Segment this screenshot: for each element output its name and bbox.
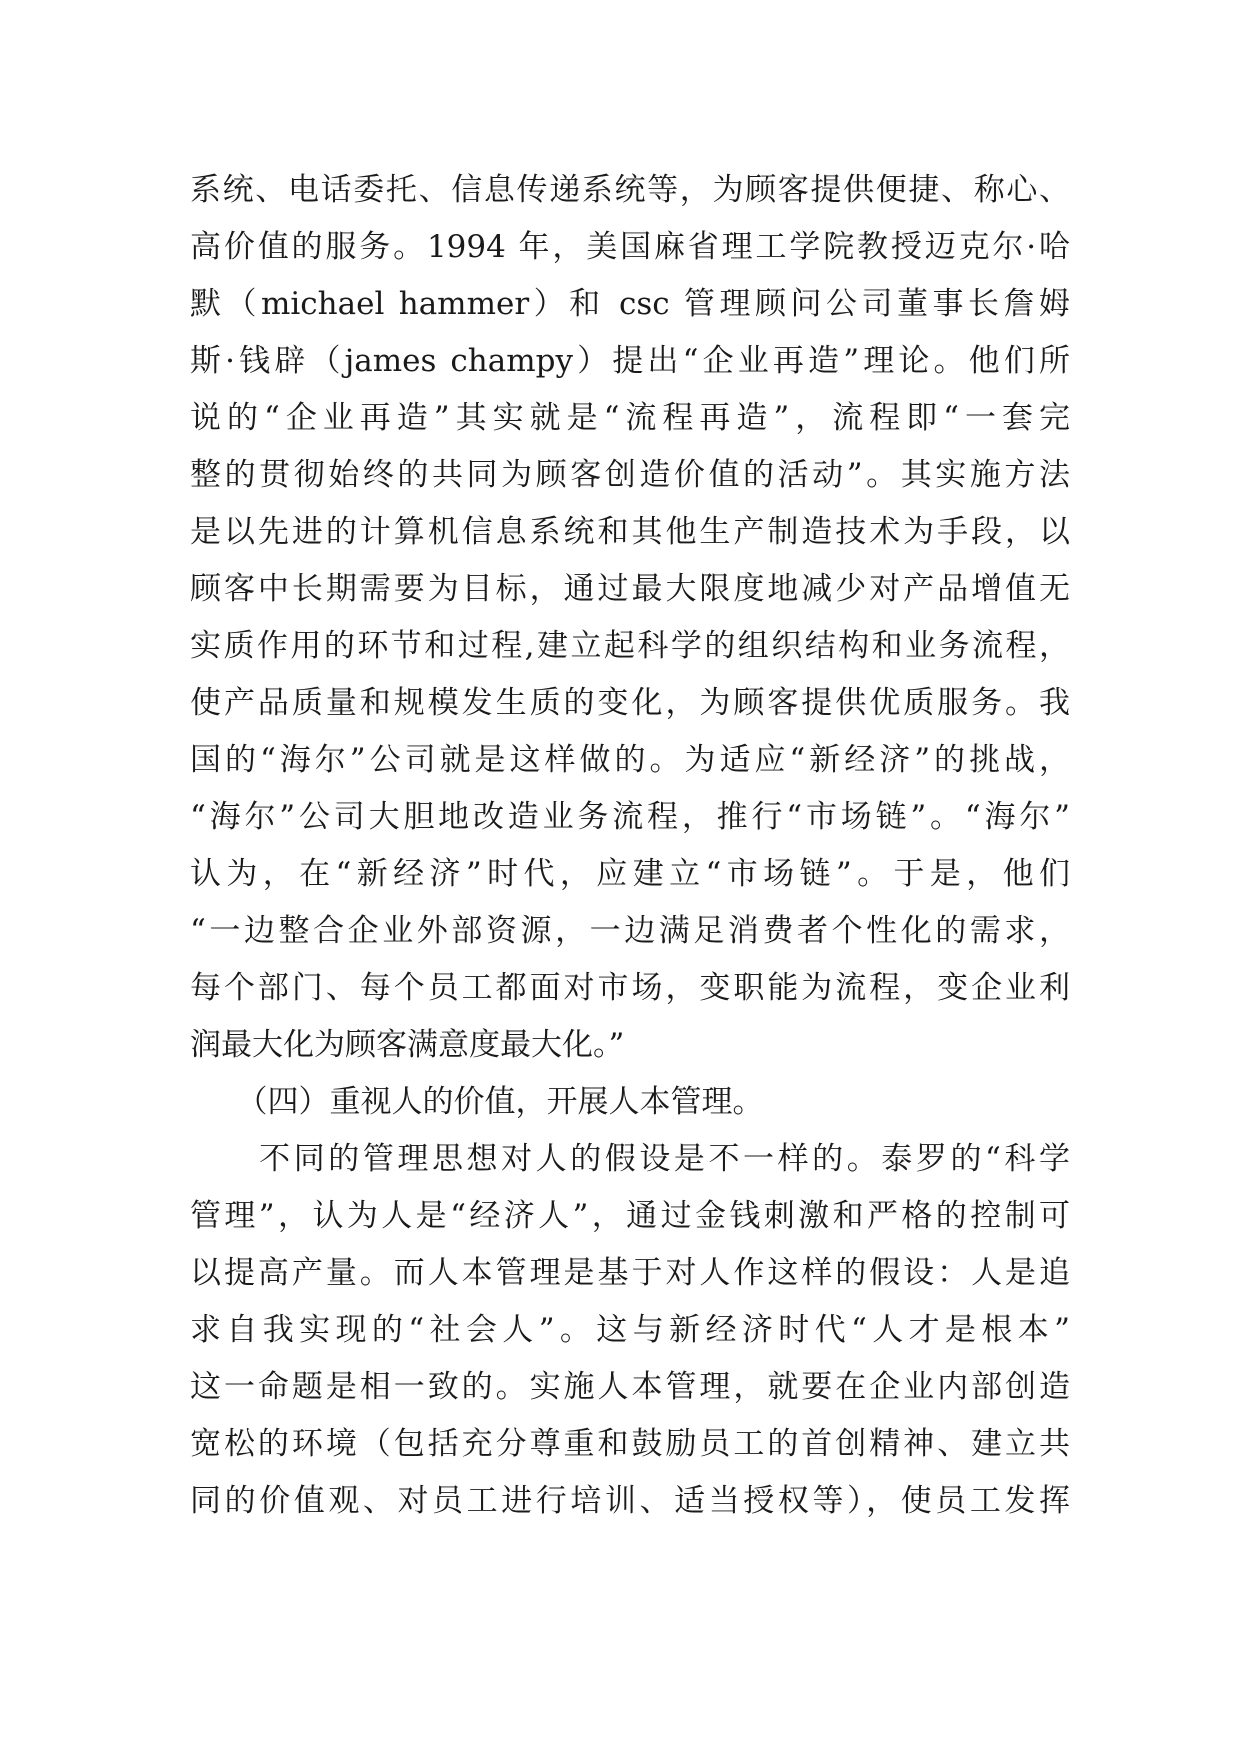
text-line: 斯·钱辟（james champy）提出“企业再造”理论。他们所 xyxy=(190,343,1070,379)
text-line: 认为，在“新经济”时代，应建立“市场链”。于是，他们 xyxy=(190,856,1070,892)
text-line: 每个部门、每个员工都面对市场，变职能为流程，变企业利 xyxy=(190,970,1070,1006)
text-line: 这一命题是相一致的。实施人本管理，就要在企业内部创造 xyxy=(190,1369,1070,1405)
text-line: 默（michael hammer）和 csc 管理顾问公司董事长詹姆 xyxy=(190,286,1070,322)
text-line: 系统、电话委托、信息传递系统等，为顾客提供便捷、称心、 xyxy=(190,172,1070,208)
text-line: “海尔”公司大胆地改造业务流程，推行“市场链”。“海尔” xyxy=(190,799,1070,835)
section-heading: （四）重视人的价值，开展人本管理。 xyxy=(190,1084,764,1120)
text-line: 整的贯彻始终的共同为顾客创造价值的活动”。其实施方法 xyxy=(190,457,1070,493)
text-line: 使产品质量和规模发生质的变化，为顾客提供优质服务。我 xyxy=(190,685,1070,721)
text-line: 说的“企业再造”其实就是“流程再造”，流程即“一套完 xyxy=(190,400,1070,436)
text-line: 润最大化为顾客满意度最大化。” xyxy=(190,1027,625,1063)
body-text xyxy=(190,162,1070,1530)
text-line: 管理”，认为人是“经济人”，通过金钱刺激和严格的控制可 xyxy=(190,1198,1070,1234)
text-line: “一边整合企业外部资源，一边满足消费者个性化的需求， xyxy=(190,913,1070,949)
text-line: 同的价值观、对员工进行培训、适当授权等），使员工发挥 xyxy=(190,1483,1070,1519)
text-line: 求自我实现的“社会人”。这与新经济时代“人才是根本” xyxy=(190,1312,1070,1348)
text-line: 不同的管理思想对人的假设是不一样的。泰罗的“科学 xyxy=(190,1141,1070,1177)
text-line: 顾客中长期需要为目标，通过最大限度地减少对产品增值无 xyxy=(190,571,1070,607)
text-line: 实质作用的环节和过程,建立起科学的组织结构和业务流程， xyxy=(190,628,1070,664)
text-line: 国的“海尔”公司就是这样做的。为适应“新经济”的挑战， xyxy=(190,742,1070,778)
text-line: 高价值的服务。1994 年，美国麻省理工学院教授迈克尔·哈 xyxy=(190,229,1070,265)
text-line: 是以先进的计算机信息系统和其他生产制造技术为手段，以 xyxy=(190,514,1070,550)
text-line: 以提高产量。而人本管理是基于对人作这样的假设：人是追 xyxy=(190,1255,1070,1291)
text-line: 宽松的环境（包括充分尊重和鼓励员工的首创精神、建立共 xyxy=(190,1426,1070,1462)
